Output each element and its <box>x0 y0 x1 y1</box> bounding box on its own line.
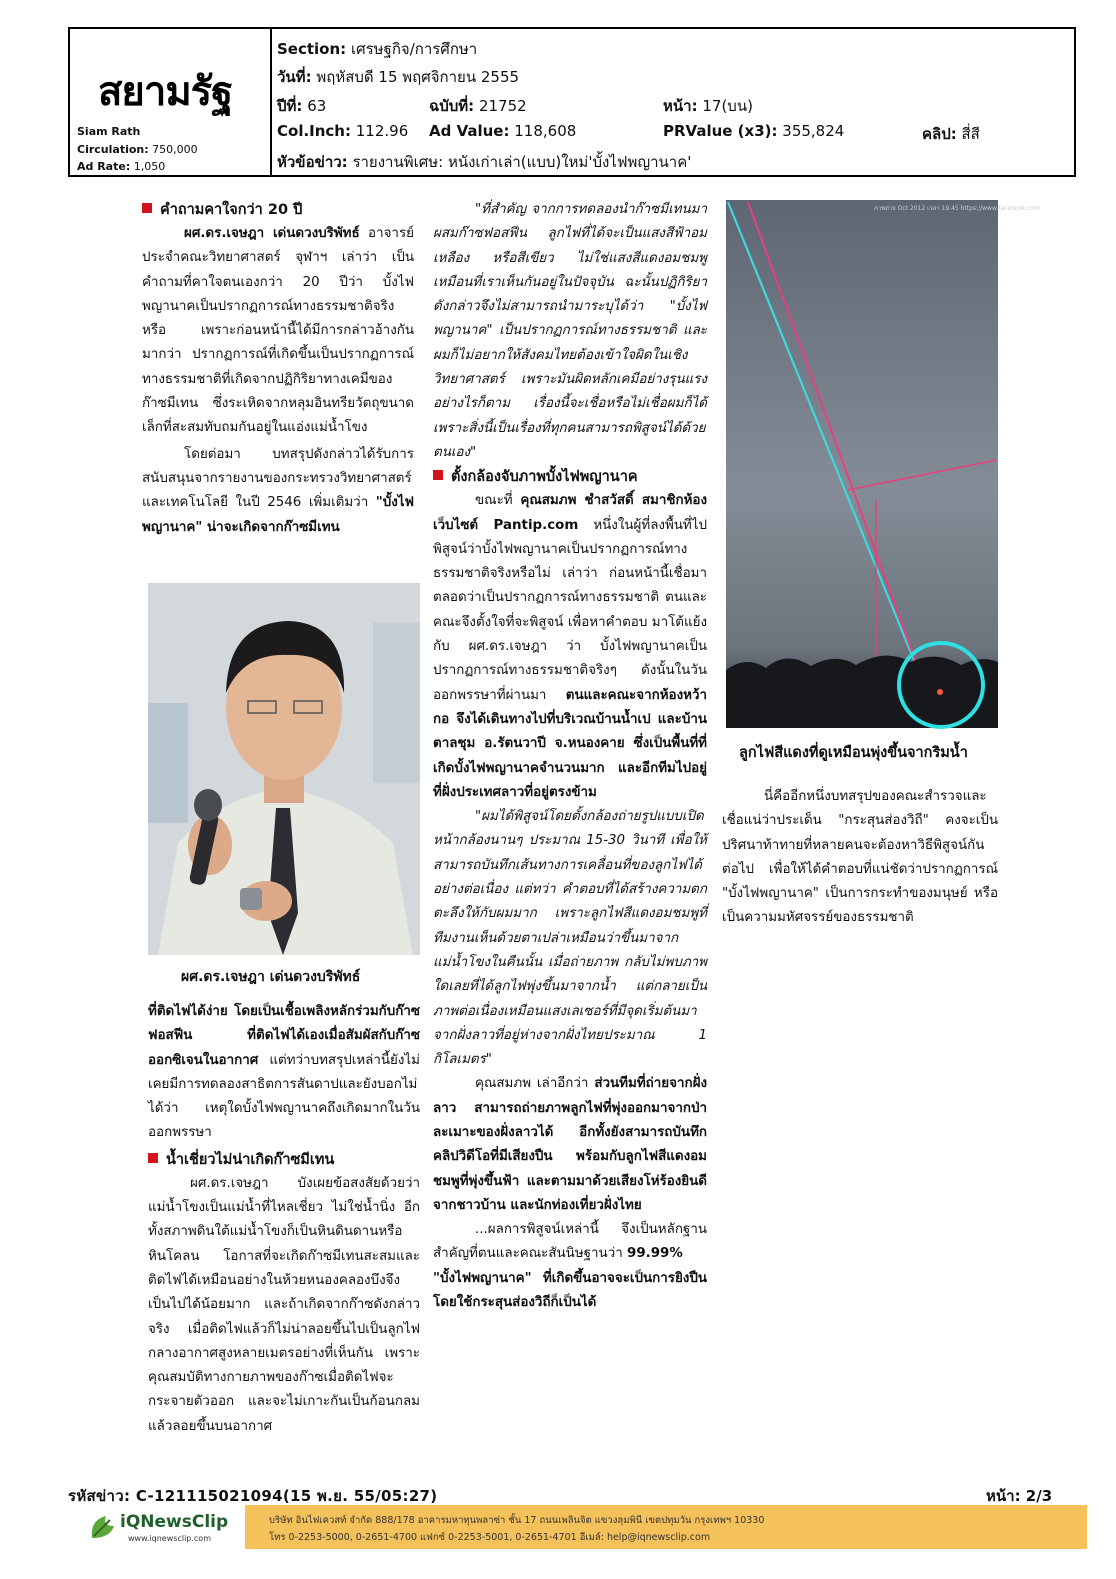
image-stamp: ภาพถ่าย Oct 2012 เวลา 19.45 https://www.facebook.com <box>874 205 1041 212</box>
quote-paragraph: "ที่สำคัญ จากการทดลองนำก๊าซมีเทนมาผสมก๊าซฟอสฟีน ลูกไฟที่ได้จะเป็นแสงสีฟ้าอมเหลือง หรือสีเขียว ไม่ใช่แสงสีแดงอมชมพูเหมือนที่เราเห็นกันอยู่ในปัจจุบัน ฉะนั้นปฏิกิริยาดังกล่าวจึงไม่สามารถนำมาระบุได้ว่า "บั้งไฟพญานาค" เป็นปรากฏการณ์ทางธรรมชาติ และผมก็ไม่อยากให้สังคมไทยต้องเข้าใจผิดในเชิงวิทยาศาสตร์ เพราะมันผิดหลักเคมีอย่างรุนแรง อย่างไรก็ตาม เรื่องนี้จะเชื่อหรือไม่เชื่อผมก็ได้ เพราะสิ่งนี้เป็นเรื่องที่ทุกคนสามารถพิสูจน์ได้ด้วยตนเอง" <box>433 202 707 460</box>
publication-logo: สยามรัฐ <box>98 69 233 115</box>
column-2 <box>433 198 707 1315</box>
company-address: บริษัท อินไฟเควสท์ จำกัด 888/178 อาคารมหาทุนพลาซ่า ชั้น 17 ถนนเพลินจิต แขวงลุมพินี เขตปทุมวัน กรุงเทพฯ 10330 <box>269 1515 765 1526</box>
advalue-value: 118,608 <box>514 122 577 140</box>
advalue-label: Ad Value: <box>429 122 510 140</box>
red-square-icon <box>142 203 152 213</box>
portrait-photo <box>148 583 420 955</box>
section-label: Section: <box>277 40 347 58</box>
paragraph: ผศ.ดร.เจษฎา เด่นดวงบริพัทธ์ อาจารย์ประจำคณะวิทยาศาสตร์ จุฬาฯ เล่าว่า เป็นคำถามที่คาใจตนเองกว่า 20 ปีว่า บั้งไฟพญานาคเป็นปรากฏการณ์ทางธรรมชาติจริงหรือ เพราะก่อนหน้านี้ได้มีการกล่าวอ้างกันมากว่า ปรากฏการณ์ที่เกิดขึ้นเป็นปรากฏการณ์ทางธรรมชาติที่เกิดจากปฏิกิริยาทางเคมีของก๊าซมีเทน ซึ่งระเหิดจากหลุมอินทรียวัตถุขนาดเล็กที่สะสมทับถมกันอยู่ในแอ่งแม่น้ำโขง <box>142 226 414 436</box>
paragraph: ผศ.ดร.เจษฎา บังเผยข้อสงสัยด้วยว่าแม่น้ำโขงเป็นแม่น้ำที่ไหลเชี่ยว ไม่ใช่น้ำนิ่ง อีกทั้งสภาพดินใต้แม่น้ำโขงก็เป็นหินดินดานหรือหินโคลน โอกาสที่จะเกิดก๊าซมีเทนสะสมและติดไฟได้เหมือนอย่างในห้วยหนองคลองบึงจึงเป็นไปได้น้อยมาก และถ้าเกิดจากก๊าซดังกล่าวจริง เมื่อติดไฟแล้วก็ไม่น่าลอยขึ้นไปเป็นลูกไฟกลางอากาศสูงหลายเมตรอย่างที่เห็นกัน เพราะคุณสมบัติทางกายภาพของก๊าซเมื่อติดไฟจะกระจายตัวออก และจะไม่เกาะกันเป็นก้อนกลมแล้วลอยขึ้นบนอากาศ <box>148 1175 420 1434</box>
speaker-illustration <box>148 583 420 955</box>
paragraph: ขณะที่ คุณสมภพ ชำสวัสดิ์ สมาชิกห้องเว็บไซต์ Pantip.com หนึ่งในผู้ที่ลงพื้นที่ไปพิสูจน์ว่าบั้งไฟพญานาคเป็นปรากฏการณ์ทางธรรมชาติจริงหรือไม่ เล่าว่า ก่อนหน้านี้เชื่อมาตลอดว่าเป็นปรากฏการณ์ทางธรรมชาติ ตนและคณะจึงตั้งใจที่จะพิสูจน์ เพื่อหาคำตอบ มาโต้แย้งกับ ผศ.ดร.เจษฎา ว่า บั้งไฟพญานาคเป็นปรากฏการณ์ทางธรรมชาติจริงๆ ดังนั้นในวันออกพรรษาที่ผ่านมา ตนและคณะจากห้องหว้ากอ จึงได้เดินทางไปที่บริเวณบ้านน้ำเป และบ้านตาลชุม อ.รัตนวาปี จ.หนองคาย ซึ่งเป็นพื้นที่ที่เกิดบั้งไฟพญานาคจำนวนมาก และอีกทีมไปอยู่ที่ฝั่งประเทศลาวที่อยู่ตรงข้าม <box>433 493 707 800</box>
subheading: น้ำเชี่ยวไม่น่าเกิดก๊าซมีเทน <box>148 1148 420 1172</box>
footer-bar <box>245 1505 1087 1549</box>
portrait-caption: ผศ.ดร.เจษฎา เด่นดวงบริพัทธ์ <box>181 969 361 985</box>
headline-field <box>277 150 691 174</box>
year-field <box>277 94 326 118</box>
colinch-value: 112.96 <box>355 122 409 140</box>
section-field <box>277 37 477 61</box>
laser-trails-illustration <box>726 200 1041 728</box>
column-1-bottom <box>148 1000 420 1439</box>
page-field <box>663 94 753 118</box>
date-value: พฤหัสบดี 15 พฤศจิกายน 2555 <box>316 68 520 86</box>
year-value: 63 <box>307 97 327 115</box>
circulation <box>77 143 198 156</box>
logo-text: iQNewsClip <box>120 1512 229 1532</box>
iqnewsclip-logo <box>88 1510 238 1546</box>
ad-rate <box>77 160 165 173</box>
red-square-icon <box>148 1153 158 1163</box>
issue-value: 21752 <box>478 97 527 115</box>
advalue-field <box>429 122 576 140</box>
paragraph: "บั้งไฟพญานาค" ที่เกิดขึ้นอาจจะเป็นการยิงปืนโดยใช้กระสุนส่องวิถีก็เป็นได้ <box>433 1270 707 1311</box>
column-3 <box>722 785 998 931</box>
prvalue-label: PRValue (x3): <box>663 122 778 140</box>
prvalue-field <box>663 122 844 140</box>
circulation-label: Circulation: <box>77 143 149 156</box>
publication-box <box>70 29 272 175</box>
colinch-label: Col.Inch: <box>277 122 351 140</box>
page-value: 17(บน) <box>702 97 753 115</box>
subheading: ตั้งกล้องจับภาพบั้งไฟพญานาค <box>433 465 707 489</box>
page-number: หน้า: 2/3 <box>986 1487 1053 1505</box>
issue-field <box>429 94 527 118</box>
red-square-icon <box>433 470 443 480</box>
paragraph: โดยต่อมา บทสรุปดังกล่าวได้รับการสนับสนุนจากรายงานของกระทรวงวิทยาศาสตร์และเทคโนโลยี ในปี 2546 เพิ่มเติมว่า "บั้งไฟพญานาค" น่าจะเกิดจากก๊าซมีเทน <box>142 446 414 535</box>
news-code: รหัสข่าว: C-121115021094(15 พ.ย. 55/05:27) <box>68 1487 438 1505</box>
colinch-field <box>277 122 408 140</box>
paragraph: คุณสมภพ เล่าอีกว่า ส่วนทีมที่ถ่ายจากฝั่งลาว สามารถถ่ายภาพลูกไฟที่พุ่งออกมาจากป่าละเมาะของฝั่งลาวได้ อีกทั้งยังสามารถบันทึกคลิปวิดีโอที่มีเสียงปืน พร้อมกับลูกไฟสีแดงอมชมพูที่พุ่งขึ้นฟ้า และตามมาด้วยเสียงโห่ร้องยินดีจากชาวบ้าน และนักท่องเที่ยวฝั่งไทย <box>433 1076 707 1213</box>
logo-url: www.iqnewsclip.com <box>128 1534 211 1543</box>
company-contact: โทร 0-2253-5000, 0-2651-4700 แฟกซ์ 0-2253-5001, 0-2651-4701 อีเมล์: help@iqnewsclip.com <box>269 1532 711 1543</box>
publication-name: Siam Rath <box>77 125 141 138</box>
ad-rate-value: 1,050 <box>133 160 166 173</box>
subheading: คำถามคาใจกว่า 20 ปี <box>142 198 414 222</box>
night-sky-photo <box>726 200 1041 728</box>
paragraph: ที่ติดไฟได้ง่าย โดยเป็นเชื้อเพลิงหลักร่วมกับก๊าซฟอสฟีน ที่ติดไฟได้เองเมื่อสัมผัสกับก๊าซออกซิเจนในอากาศ แต่ทว่าบทสรุปเหล่านี้ยังไม่เคยมีการทดลองสาธิตการสันดาปและยังบอกไม่ได้ว่า เหตุใดบั้งไฟพญานาคถึงเกิดมากในวันออกพรรษา <box>148 1004 420 1141</box>
section-value: เศรษฐกิจ/การศึกษา <box>350 40 478 58</box>
column-1-top <box>142 198 414 540</box>
date-label: วันที่: <box>277 68 312 86</box>
clip-field <box>922 122 980 146</box>
prvalue-value: 355,824 <box>782 122 845 140</box>
ad-rate-label: Ad Rate: <box>77 160 131 173</box>
clip-label: คลิป: <box>922 125 957 143</box>
night-photo-caption: ลูกไฟสีแดงที่ดูเหมือนพุ่งขึ้นจากริมน้ำ <box>739 745 968 761</box>
headline-label: หัวข้อข่าว: <box>277 153 348 171</box>
leaf-icon <box>88 1512 118 1542</box>
year-label: ปีที่: <box>277 97 303 115</box>
headline-value: รายงานพิเศษ: หนังเก่าเล่า(แบบ)ใหม่'บั้งไฟพญานาค' <box>352 153 692 171</box>
clip-value: สี่สี <box>961 125 980 143</box>
paragraph: นี่คืออีกหนึ่งบทสรุปของคณะสำรวจและเชื่อแน่ว่าประเด็น "กระสุนส่องวิถี" คงจะเป็นปริศนาท้าทายที่หลายคนจะต้องหาวิธีพิสูจน์กันต่อไป เพื่อให้ได้คำตอบที่แน่ชัดว่าปรากฏการณ์ "บั้งไฟพญานาค" เป็นการกระทำของมนุษย์ หรือเป็นความมหัศจรรย์ของธรรมชาติ <box>722 789 998 926</box>
issue-label: ฉบับที่: <box>429 97 475 115</box>
clipping-header <box>68 27 1076 177</box>
page-label: หน้า: <box>663 97 698 115</box>
circulation-value: 750,000 <box>152 143 198 156</box>
date-field <box>277 65 519 89</box>
paragraph: ...ผลการพิสูจน์เหล่านี้ จึงเป็นหลักฐานสำคัญที่ตนและคณะสันนิษฐานว่า 99.99% <box>433 1222 707 1262</box>
person-name: ผศ.ดร.เจษฎา เด่นดวงบริพัทธ์ <box>184 226 360 241</box>
quote-paragraph: "ผมได้พิสูจน์โดยตั้งกล้องถ่ายรูปแบบเปิดหน้ากล้องนานๆ ประมาณ 15-30 วินาที เพื่อให้สามารถบันทึกเส้นทางการเคลื่อนที่ของลูกไฟได้อย่างต่อเนื่อง แต่ทว่า คำตอบที่ได้สร้างความตกตะลึงให้กับผมมาก เพราะลูกไฟสีแดงอมชมพูที่ทีมงานเห็นด้วยตาเปล่าเหมือนว่าขึ้นมาจากแม่น้ำโขงในคืนนั้น เมื่อถ่ายภาพ กลับไม่พบภาพใดเลยที่ได้ลูกไฟพุ่งขึ้นมาจากน้ำ แต่กลายเป็นภาพต่อเนื่องเหมือนแสงเลเซอร์ที่มีจุดเริ่มต้นมาจากฝั่งลาวที่อยู่ห่างจากฝั่งไทยประมาณ 1 กิโลเมตร" <box>433 809 707 1068</box>
